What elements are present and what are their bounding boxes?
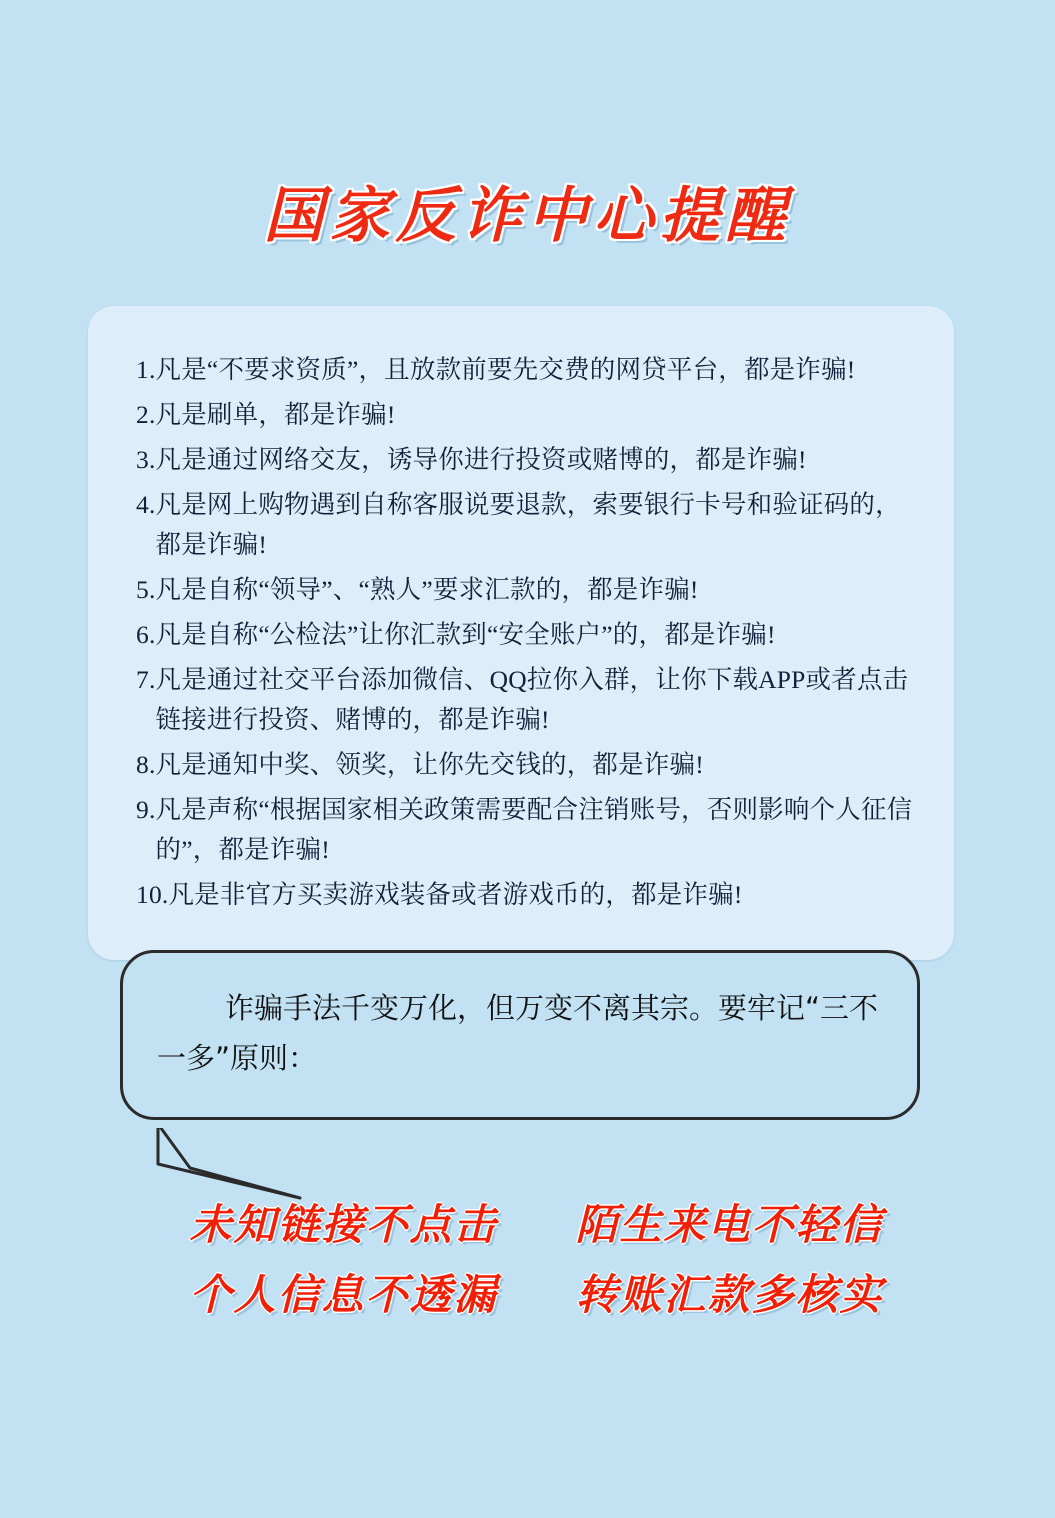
slogan-block xyxy=(0,1192,1055,1332)
list-item-number: 5. xyxy=(136,575,156,604)
speech-bubble-text: 诈骗手法千变万化，但万变不离其宗。要牢记“三不一多”原则： xyxy=(157,991,879,1075)
list-item xyxy=(136,745,914,785)
list-item-text: 凡是“不要求资质”，且放款前要先交费的网贷平台，都是诈骗! xyxy=(155,355,856,384)
list-item-text: 凡是通过社交平台添加微信、QQ拉你入群，让你下载APP或者点击链接进行投资、赌博的，都是诈骗! xyxy=(155,665,909,734)
list-item xyxy=(136,395,914,435)
fraud-list-card xyxy=(88,306,954,960)
slogan-no-trust-strange-calls: 陌生来电不轻信 xyxy=(575,1200,884,1249)
list-item-number: 3. xyxy=(136,445,156,474)
list-item-text: 凡是自称“公检法”让你汇款到“安全账户”的，都是诈骗! xyxy=(155,620,776,649)
list-item xyxy=(136,790,914,870)
list-item-text: 凡是声称“根据国家相关政策需要配合注销账号，否则影响个人征信的”，都是诈骗! xyxy=(155,795,913,864)
slogan-row-1 xyxy=(0,1192,1055,1252)
list-item-number: 7. xyxy=(136,665,156,694)
list-item-text: 凡是通过网络交友，诱导你进行投资或赌博的，都是诈骗! xyxy=(155,445,807,474)
list-item-number: 4. xyxy=(136,490,156,519)
speech-bubble xyxy=(120,950,920,1120)
list-item xyxy=(136,485,914,565)
poster-title-container xyxy=(0,168,1055,254)
list-item-text: 凡是自称“领导”、“熟人”要求汇款的，都是诈骗! xyxy=(155,575,699,604)
list-item xyxy=(136,615,914,655)
list-item xyxy=(136,875,914,915)
list-item-number: 1. xyxy=(136,355,156,384)
list-item-text: 凡是通知中奖、领奖，让你先交钱的，都是诈骗! xyxy=(155,750,704,779)
list-item xyxy=(136,570,914,610)
list-item xyxy=(136,350,914,390)
list-item xyxy=(136,660,914,740)
slogan-verify-transfers: 转账汇款多核实 xyxy=(575,1270,884,1319)
list-item-text: 凡是刷单，都是诈骗! xyxy=(155,400,396,429)
list-item-number: 10. xyxy=(136,880,169,909)
list-item-number: 9. xyxy=(136,795,156,824)
list-item-number: 2. xyxy=(136,400,156,429)
list-item-text: 凡是网上购物遇到自称客服说要退款，索要银行卡号和验证码的，都是诈骗! xyxy=(155,490,901,559)
slogan-no-click-unknown-links: 未知链接不点击 xyxy=(189,1200,498,1249)
slogan-row-2 xyxy=(0,1262,1055,1322)
slogan-no-leak-personal-info: 个人信息不透漏 xyxy=(189,1270,498,1319)
list-item-number: 8. xyxy=(136,750,156,779)
page-title: 国家反诈中心提醒 xyxy=(263,181,792,251)
list-item-text: 凡是非官方买卖游戏装备或者游戏币的，都是诈骗! xyxy=(168,880,743,909)
list-item xyxy=(136,440,914,480)
list-item-number: 6. xyxy=(136,620,156,649)
